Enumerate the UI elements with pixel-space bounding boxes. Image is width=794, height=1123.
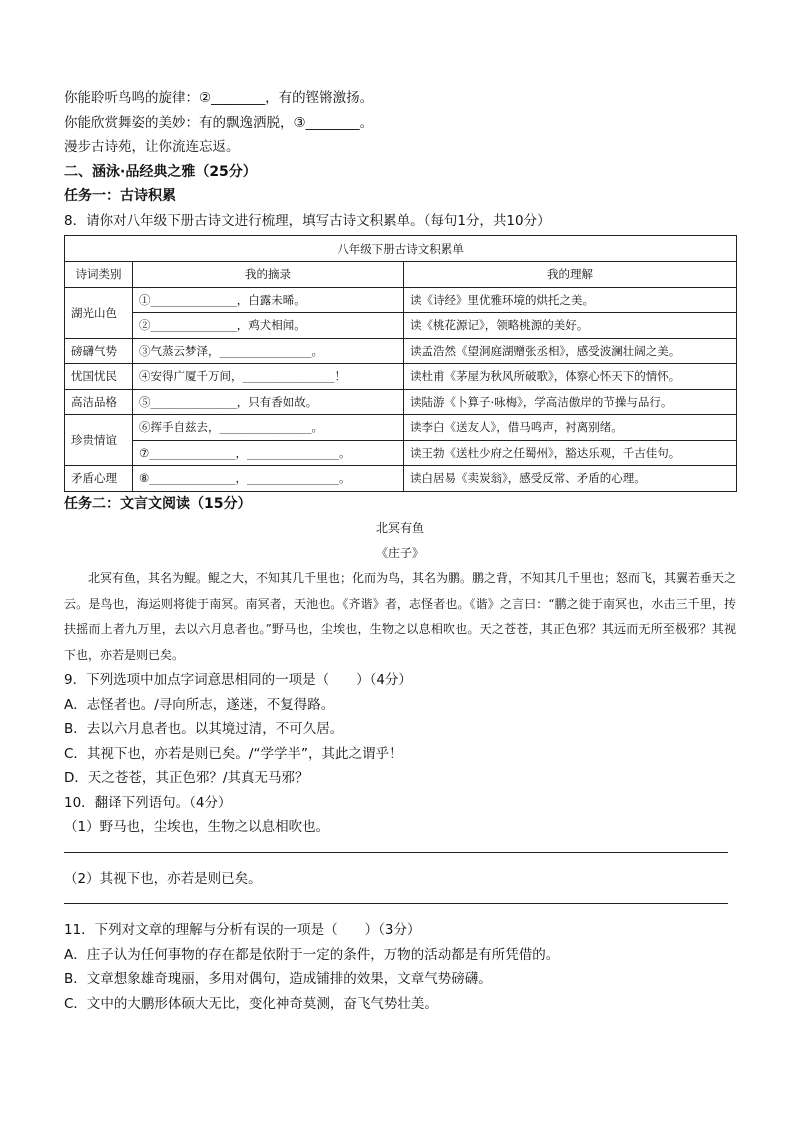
table-title: 八年级下册古诗文积累单: [65, 236, 737, 262]
task2-title: 任务二：文言文阅读（15分）: [64, 495, 252, 512]
row-category: 湖光山色: [65, 287, 133, 338]
q9-option-d[interactable]: D．天之苍苍，其正色邪？/其真无马邪？: [64, 770, 309, 786]
row-category: 珍贵情谊: [65, 415, 133, 466]
q11-option-a[interactable]: A．庄子认为任何事物的存在都是依附于一定的条件，万物的活动都是有所凭借的。: [64, 946, 560, 963]
row-category: 高洁品格: [65, 389, 133, 415]
row-understanding: 读白居易《卖炭翁》，感受反常、矛盾的心理。: [404, 466, 737, 492]
table-row: [65, 364, 737, 390]
row-understanding: 读孟浩然《望洞庭湖赠张丞相》，感受波澜壮阔之美。: [404, 338, 737, 364]
row-understanding: 读《桃花源记》，领略桃源的美好。: [404, 313, 737, 339]
row-understanding: 读《诗经》里优雅环境的烘托之美。: [404, 287, 737, 313]
q9-option-a[interactable]: A．志怪者也。/寻向所志，遂迷，不复得路。: [64, 696, 335, 713]
row-excerpt[interactable]: ⑤_______________，只有香如故。: [133, 389, 404, 415]
answer-line-2[interactable]: [64, 891, 728, 904]
table-row: [65, 287, 737, 313]
task1-title: 任务一：古诗积累: [64, 188, 176, 204]
q9-stem: 9．下列选项中加点字词意思相同的一项是（ ）（4分）: [64, 672, 412, 688]
row-excerpt[interactable]: ④安得广厦千万间，________________！: [133, 364, 404, 390]
intro-line-2: 你能欣赏舞姿的美妙：有的飘逸洒脱，③________。: [64, 114, 374, 131]
row-excerpt[interactable]: ①_______________，白露未晞。: [133, 287, 404, 313]
row-excerpt[interactable]: ⑥挥手自兹去，________________。: [133, 415, 404, 441]
q8-text: 8．请你对八年级下册古诗文进行梳理，填写古诗文积累单。（每句1分，共10分）: [64, 212, 551, 229]
intro-line-3: 漫步古诗苑，让你流连忘返。: [64, 139, 240, 155]
intro-line-1: 你能聆听鸟鸣的旋律：②________，有的铿锵激扬。: [64, 90, 374, 106]
table-row: [65, 313, 737, 339]
q10-item-1: （1）野马也，尘埃也，生物之以息相吹也。: [64, 819, 330, 835]
q11-stem: 11．下列对文章的理解与分析有误的一项是（ ）（3分）: [64, 922, 421, 938]
table-row: [65, 415, 737, 441]
table-row: [65, 440, 737, 466]
q11-option-c[interactable]: C．文中的大鹏形体硕大无比，变化神奇莫测，奋飞气势壮美。: [64, 995, 438, 1012]
table-row: [65, 338, 737, 364]
row-excerpt[interactable]: ⑧_______________，________________。: [133, 466, 404, 492]
q10-item-2: （2）其视下也，亦若是则已矣。: [64, 870, 262, 887]
table-row: [65, 389, 737, 415]
row-excerpt[interactable]: ②_______________，鸡犬相闻。: [133, 313, 404, 339]
row-understanding: 读李白《送友人》，借马鸣声，衬离别绪。: [404, 415, 737, 441]
header-understanding: 我的理解: [404, 262, 737, 288]
table-row: [65, 466, 737, 492]
row-understanding: 读杜甫《茅屋为秋风所破歌》，体察心怀天下的情怀。: [404, 364, 737, 390]
section2-title: 二、涵泳·品经典之雅（25分）: [64, 163, 257, 180]
q11-option-b[interactable]: B．文章想象雄奇瑰丽，多用对偶句，造成铺排的效果，文章气势磅礴。: [64, 971, 492, 987]
passage-body: 北冥有鱼，其名为鲲。鲲之大，不知其几千里也；化而为鸟，其名为鹏。鹏之背，不知其几千里也；怒而飞，其翼若垂天之云。是鸟也，海运则将徙于南冥。南冥者，天池也。《齐谐》者，志怪者也。《谐》之言曰：“鹏之徙于南冥也，水击三千里，抟扶摇而上者九万里，去以六月息者也。”野马也，尘埃也，生物之以息相吹也。天之苍苍，其正色邪？其远而无所至极邪？其视下也，亦若是则已矣。: [64, 571, 737, 662]
row-excerpt[interactable]: ③气蒸云梦泽，________________。: [133, 338, 404, 364]
row-category: 矛盾心理: [65, 466, 133, 492]
header-category: 诗词类别: [65, 262, 133, 288]
q9-option-c[interactable]: C．其视下也，亦若是则已矣。/“学学半”，其此之谓乎！: [64, 745, 403, 762]
answer-line-1[interactable]: [64, 840, 728, 853]
q9-option-b[interactable]: B．去以六月息者也。以其境过清，不可久居。: [64, 721, 344, 737]
row-understanding: 读王勃《送杜少府之任蜀州》，豁达乐观，千古佳句。: [404, 440, 737, 466]
exam-page: [64, 86, 736, 1016]
passage-title: 北冥有鱼: [375, 521, 424, 535]
row-excerpt[interactable]: ⑦_______________，________________。: [133, 440, 404, 466]
passage-author: 《庄子》: [375, 546, 424, 560]
row-understanding: 读陆游《卜算子·咏梅》，学高洁傲岸的节操与品行。: [404, 389, 737, 415]
row-category: 忧国忧民: [65, 364, 133, 390]
header-excerpt: 我的摘录: [133, 262, 404, 288]
q10-stem: 10．翻译下列语句。（4分）: [64, 794, 232, 811]
row-category: 磅礴气势: [65, 338, 133, 364]
accumulation-table: [64, 235, 737, 492]
